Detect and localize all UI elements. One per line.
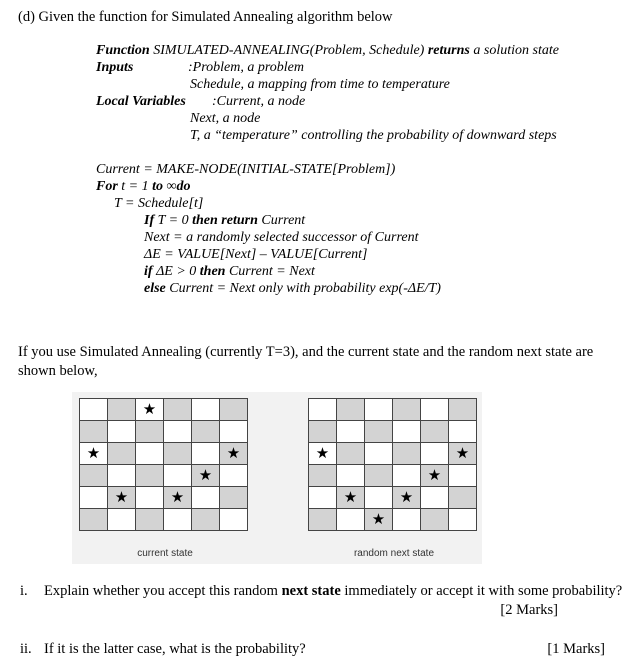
board-row — [80, 443, 248, 465]
board-cell — [164, 443, 192, 465]
inputs-keyword: Inputs — [96, 60, 134, 75]
board-row — [309, 487, 477, 509]
board-cell — [108, 443, 136, 465]
board-cell — [220, 487, 248, 509]
board-cell — [365, 421, 393, 443]
board-cell — [192, 443, 220, 465]
question-header: (d) Given the function for Simulated Annealing algorithm below — [18, 9, 393, 25]
board-cell — [309, 487, 337, 509]
star-icon: ★ — [164, 487, 192, 509]
star-icon: ★ — [220, 443, 248, 465]
star-icon: ★ — [365, 509, 393, 531]
board-cell — [421, 443, 449, 465]
local-temperature: T, a “temperature” controlling the probability of downward steps — [190, 128, 557, 143]
board-cell — [220, 509, 248, 531]
for-keyword: For — [96, 179, 118, 194]
star-icon: ★ — [309, 443, 337, 465]
board-cell — [192, 399, 220, 421]
star-icon: ★ — [136, 399, 164, 421]
function-signature-line — [96, 43, 559, 59]
board-cell — [164, 465, 192, 487]
board-cell — [365, 399, 393, 421]
board-cell — [393, 465, 421, 487]
subquestion-1-text — [44, 583, 622, 600]
next-state-caption: random next state — [353, 548, 435, 559]
board-cell — [421, 509, 449, 531]
then-keyword: then — [199, 264, 226, 279]
board-cell — [393, 443, 421, 465]
board-cell — [136, 509, 164, 531]
then-return-keyword: then return — [192, 213, 258, 228]
board-cell — [421, 421, 449, 443]
function-signature: SIMULATED-ANNEALING(Problem, Schedule) — [149, 43, 428, 58]
line-make-node: Current = MAKE-NODE(INITIAL-STATE[Problem]) — [96, 162, 396, 177]
else-action: Current = Next only with probability exp(-ΔE/T) — [165, 281, 441, 296]
board-cell — [449, 399, 477, 421]
board-cell — [393, 421, 421, 443]
board-cell — [192, 487, 220, 509]
board-cell — [449, 465, 477, 487]
board-cell — [80, 399, 108, 421]
else-line — [144, 281, 441, 297]
board-cell — [108, 465, 136, 487]
subquestion-2-marks: [1 Marks] — [547, 641, 605, 657]
board-cell — [80, 421, 108, 443]
subquestion-1-text-pre: Explain whether you accept this random — [44, 583, 282, 599]
board-row — [80, 399, 248, 421]
board-cell — [136, 421, 164, 443]
board-cell — [393, 509, 421, 531]
board-cell — [136, 443, 164, 465]
star-icon: ★ — [108, 487, 136, 509]
function-keyword: Function — [96, 43, 150, 58]
board-cell — [220, 421, 248, 443]
current-state-caption: current state — [137, 548, 193, 559]
board-cell — [365, 465, 393, 487]
board-cell — [136, 465, 164, 487]
board-row — [309, 421, 477, 443]
board-cell — [449, 421, 477, 443]
subquestion-1-text-post: immediately or accept it with some probability? — [340, 583, 623, 599]
board-cell — [80, 509, 108, 531]
if-condition: T = 0 — [154, 213, 193, 228]
star-icon: ★ — [449, 443, 477, 465]
board-cell — [421, 399, 449, 421]
if-return-value: Current — [257, 213, 306, 228]
subquestion-2-text: If it is the latter case, what is the probability? — [44, 641, 306, 657]
board-row — [80, 421, 248, 443]
board-cell — [136, 487, 164, 509]
board-cell — [80, 487, 108, 509]
local-current: :Current, a node — [212, 94, 306, 109]
line-next-successor: Next = a randomly selected successor of Current — [144, 230, 419, 245]
board-cell — [108, 399, 136, 421]
line-delta-e: ΔE = VALUE[Next] – VALUE[Current] — [144, 247, 368, 262]
board-cell — [337, 465, 365, 487]
board-cell — [220, 399, 248, 421]
subquestion-1-marks: [2 Marks] — [500, 602, 558, 618]
if2-action: Current = Next — [225, 264, 315, 279]
if-return-line — [144, 213, 305, 229]
star-icon: ★ — [192, 465, 220, 487]
board-cell — [337, 443, 365, 465]
input-schedule: Schedule, a mapping from time to temperature — [190, 77, 450, 92]
board-cell — [80, 465, 108, 487]
board-cell — [192, 421, 220, 443]
line-schedule: T = Schedule[t] — [114, 196, 204, 211]
for-init: t = 1 — [117, 179, 153, 194]
else-keyword: else — [144, 281, 166, 296]
board-cell — [337, 399, 365, 421]
board-cell — [164, 399, 192, 421]
board-cell — [337, 421, 365, 443]
if-keyword: If — [144, 213, 155, 228]
board-cell — [164, 509, 192, 531]
board-cell — [337, 509, 365, 531]
if2-condition: ΔE > 0 — [152, 264, 200, 279]
returns-keyword: returns — [427, 43, 470, 58]
board-cell — [449, 509, 477, 531]
board-row — [309, 465, 477, 487]
subquestion-1-text-bold: next state — [281, 583, 341, 599]
board-cell — [164, 421, 192, 443]
local-next: Next, a node — [190, 111, 261, 126]
input-problem: :Problem, a problem — [188, 60, 304, 75]
board-cell — [365, 487, 393, 509]
board-cell — [365, 443, 393, 465]
board-cell — [309, 399, 337, 421]
for-loop-line — [96, 179, 191, 195]
board-cell — [192, 509, 220, 531]
board-cell — [449, 487, 477, 509]
star-icon: ★ — [337, 487, 365, 509]
board-cell — [393, 399, 421, 421]
returns-text: a solution state — [469, 43, 559, 58]
do-keyword: do — [176, 179, 191, 194]
board-cell — [220, 465, 248, 487]
board-cell — [309, 421, 337, 443]
star-icon: ★ — [393, 487, 421, 509]
current-state-board — [79, 398, 248, 531]
subquestion-1-number: i. — [20, 583, 28, 599]
board-cell — [309, 509, 337, 531]
board-row — [80, 465, 248, 487]
board-row — [309, 399, 477, 421]
board-row — [309, 443, 477, 465]
intro-line-1: If you use Simulated Annealing (currently T=3), and the current state and the random next state are — [18, 344, 594, 360]
board-cell — [108, 509, 136, 531]
next-state-board — [308, 398, 477, 531]
local-variables-keyword: Local Variables — [96, 94, 186, 109]
star-icon: ★ — [80, 443, 108, 465]
star-icon: ★ — [421, 465, 449, 487]
board-row — [80, 509, 248, 531]
if2-keyword: if — [144, 264, 153, 279]
for-infinity: ∞ — [163, 179, 177, 194]
subquestion-2-number: ii. — [20, 641, 32, 657]
board-cell — [108, 421, 136, 443]
to-keyword: to — [152, 179, 164, 194]
intro-line-2: shown below, — [18, 363, 98, 379]
board-cell — [309, 465, 337, 487]
board-row — [309, 509, 477, 531]
board-row — [80, 487, 248, 509]
board-cell — [421, 487, 449, 509]
if-delta-line — [144, 264, 315, 280]
